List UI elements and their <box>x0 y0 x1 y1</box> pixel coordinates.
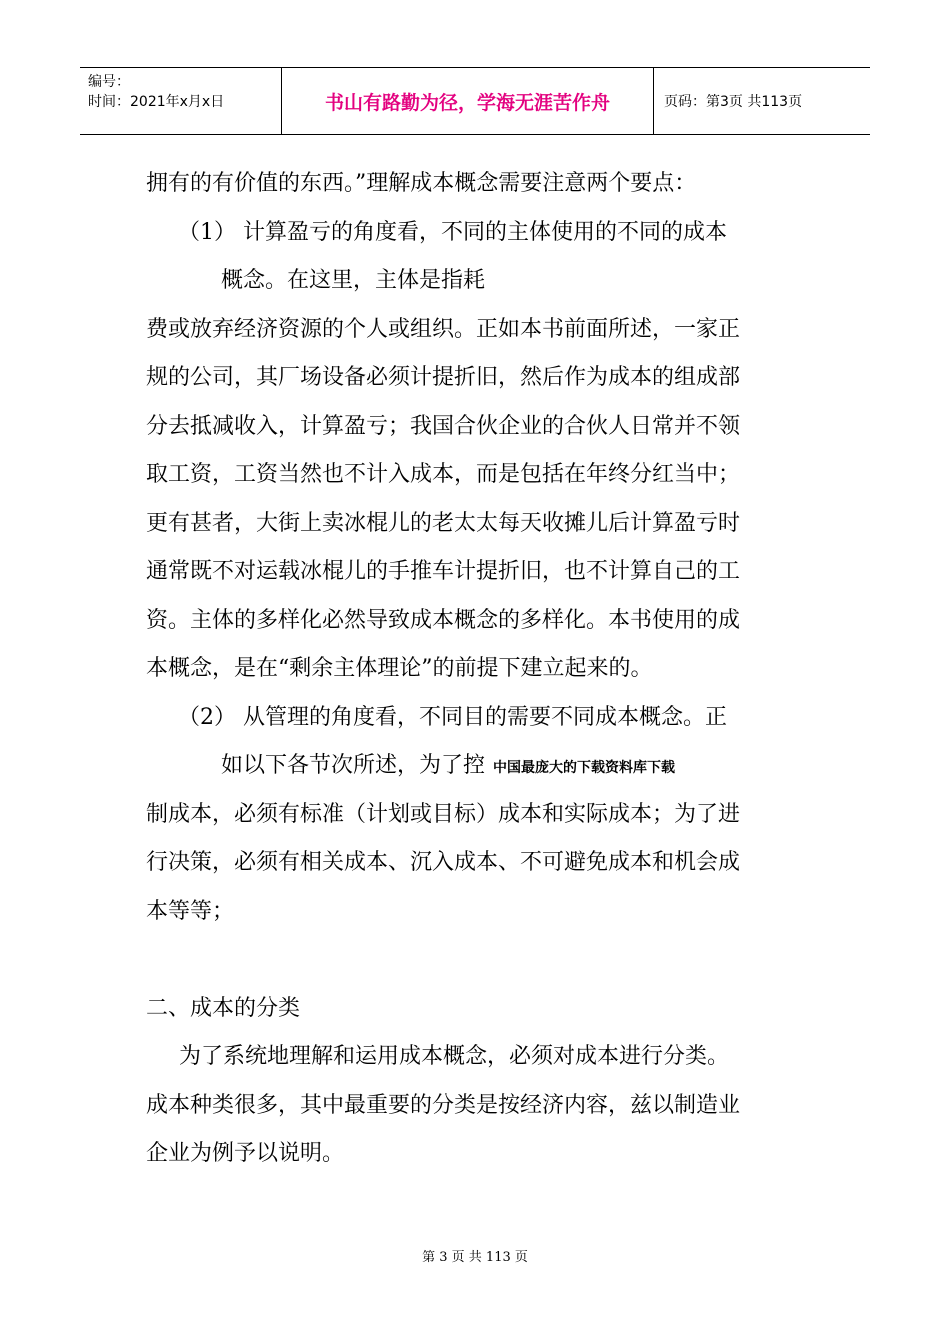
header-page-info: 页码：第3页 共113页 <box>664 94 803 110</box>
header-meta <box>80 68 282 134</box>
paragraph-gap <box>146 936 806 985</box>
number-label: 编号： <box>88 74 130 90</box>
body-line: 费或放弃经济资源的个人或组织。正如本书前面所述，一家正 <box>146 316 741 342</box>
body-line: 成本种类很多，其中最重要的分类是按经济内容，兹以制造业 <box>146 1092 741 1118</box>
body-line: 通常既不对运载冰棍儿的手推车计提折旧，也不计算自己的工 <box>146 559 741 584</box>
body-line: 取工资，工资当然也不计入成本，而是包括在年终分红当中； <box>146 462 741 487</box>
document-body <box>146 160 806 1179</box>
list-item-2: （2） 从管理的角度看，不同目的需要不同成本概念。正 <box>178 704 727 730</box>
header-motto: 书山有路勤为径，学海无涯苦作舟 <box>282 68 654 134</box>
section-heading: 二、成本的分类 <box>146 995 301 1021</box>
body-line: 本等等； <box>146 898 235 924</box>
body-line: 本概念，是在“剩余主体理论”的前提下建立起来的。 <box>146 656 653 681</box>
page-header <box>80 67 870 135</box>
body-line: 企业为例予以说明。 <box>146 1141 345 1166</box>
body-line: 分去抵减收入，计算盈亏；我国合伙企业的合伙人日常并不领 <box>146 413 741 439</box>
body-line: 制成本，必须有标准（计划或目标）成本和实际成本；为了进 <box>146 801 741 827</box>
body-line: 拥有的有价值的东西。”理解成本概念需要注意两个要点： <box>146 171 697 196</box>
list-item-1: （1） 计算盈亏的角度看，不同的主体使用的不同的成本 <box>178 219 727 245</box>
body-line-with-note <box>146 742 806 791</box>
download-note: 中国最庞大的下载资料库下载 <box>493 760 676 776</box>
body-line: 更有甚者，大街上卖冰棍儿的老太太每天收摊儿后计算盈亏时 <box>146 510 741 536</box>
body-line-text: 如以下各节次所述，为了控 <box>221 753 486 778</box>
body-line: 概念。在这里，主体是指耗 <box>221 268 486 293</box>
time-label: 时间：2021年x月x日 <box>88 94 225 110</box>
body-line: 资。主体的多样化必然导致成本概念的多样化。本书使用的成 <box>146 607 741 633</box>
body-line: 规的公司，其厂场设备必须计提折旧，然后作为成本的组成部 <box>146 365 741 390</box>
body-line: 为了系统地理解和运用成本概念，必须对成本进行分类。 <box>179 1044 730 1069</box>
page-footer: 第 3 页 共 113 页 <box>422 1250 528 1265</box>
body-line: 行决策，必须有相关成本、沉入成本、不可避免成本和机会成 <box>146 850 741 875</box>
